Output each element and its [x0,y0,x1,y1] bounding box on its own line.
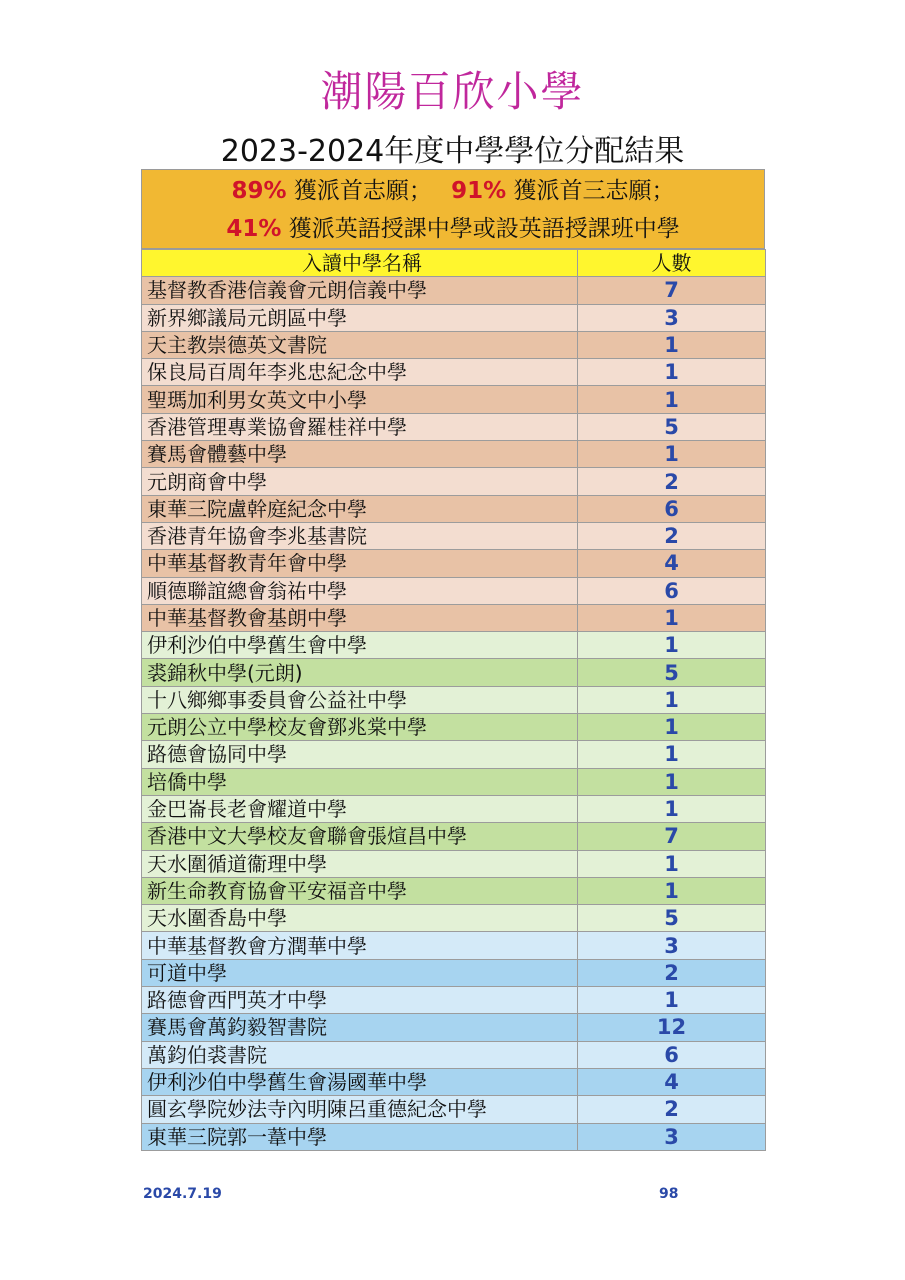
school-name-cell: 中華基督教會基朗中學 [142,604,578,631]
student-count-cell: 6 [578,577,766,604]
school-name-cell: 圓玄學院妙法寺內明陳呂重德紀念中學 [142,1096,578,1123]
student-count-cell: 5 [578,659,766,686]
header-school-name: 入讀中學名稱 [142,250,578,277]
school-name-cell: 天主教崇德英文書院 [142,331,578,358]
table-row [142,659,766,686]
table-row [142,1068,766,1095]
school-name: 潮陽百欣小學 [320,67,585,116]
table-row [142,877,766,904]
page-title: 2023-2024年度中學學位分配結果 [220,134,685,169]
table-row [142,468,766,495]
table-row [142,359,766,386]
student-count-cell: 6 [578,495,766,522]
emi-label: 獲派英語授課中學或設英語授課班中學 [288,216,680,242]
table-row [142,441,766,468]
student-count-cell: 6 [578,1041,766,1068]
student-count-cell: 5 [578,413,766,440]
school-name-cell: 金巴崙長老會耀道中學 [142,795,578,822]
student-count-cell: 1 [578,741,766,768]
school-name-cell: 路德會協同中學 [142,741,578,768]
student-count-cell: 1 [578,441,766,468]
student-count-cell: 3 [578,1123,766,1150]
table-header-row [142,250,766,277]
school-name-cell: 新界鄉議局元朗區中學 [142,304,578,331]
summary-box [141,169,765,249]
school-name-cell: 新生命教育協會平安福音中學 [142,877,578,904]
header-count: 人數 [578,250,766,277]
school-name-cell: 伊利沙伯中學舊生會湯國華中學 [142,1068,578,1095]
school-name-cell: 聖瑪加利男女英文中小學 [142,386,578,413]
footer-total: 98 [659,1186,679,1202]
table-row [142,1123,766,1150]
table-row [142,522,766,549]
student-count-cell: 1 [578,686,766,713]
table-row [142,686,766,713]
student-count-cell: 1 [578,331,766,358]
table-row [142,905,766,932]
school-name-cell: 東華三院盧幹庭紀念中學 [142,495,578,522]
school-name-cell: 香港青年協會李兆基書院 [142,522,578,549]
student-count-cell: 4 [578,550,766,577]
student-count-cell: 7 [578,277,766,304]
school-name-cell: 萬鈞伯裘書院 [142,1041,578,1068]
table-row [142,413,766,440]
school-name-cell: 元朗商會中學 [142,468,578,495]
top3-percent: 91% [451,178,507,204]
table-row [142,604,766,631]
top3-label: 獲派首三志願； [513,178,675,204]
table-row [142,850,766,877]
table-row [142,823,766,850]
student-count-cell: 7 [578,823,766,850]
student-count-cell: 1 [578,987,766,1014]
school-name-cell: 中華基督教會方潤華中學 [142,932,578,959]
school-name-cell: 裘錦秋中學(元朗) [142,659,578,686]
table-row [142,768,766,795]
table-row [142,331,766,358]
school-name-cell: 天水圍香島中學 [142,905,578,932]
table-row [142,386,766,413]
student-count-cell: 1 [578,795,766,822]
student-count-cell: 2 [578,959,766,986]
student-count-cell: 1 [578,632,766,659]
school-name-cell: 順德聯誼總會翁祐中學 [142,577,578,604]
first-choice-percent: 89% [231,178,287,204]
school-name-cell: 保良局百周年李兆忠紀念中學 [142,359,578,386]
table-row [142,277,766,304]
school-name-cell: 賽馬會體藝中學 [142,441,578,468]
school-name-cell: 基督教香港信義會元朗信義中學 [142,277,578,304]
student-count-cell: 1 [578,850,766,877]
table-row [142,1096,766,1123]
table-row [142,741,766,768]
school-name-cell: 賽馬會萬鈞毅智書院 [142,1014,578,1041]
school-name-cell: 十八鄉鄉事委員會公益社中學 [142,686,578,713]
table-row [142,495,766,522]
student-count-cell: 1 [578,359,766,386]
table-row [142,714,766,741]
student-count-cell: 1 [578,386,766,413]
table-row [142,795,766,822]
school-name-cell: 天水圍循道衞理中學 [142,850,578,877]
student-count-cell: 2 [578,1096,766,1123]
table-row [142,577,766,604]
school-name-cell: 伊利沙伯中學舊生會中學 [142,632,578,659]
school-name-cell: 香港管理專業協會羅桂祥中學 [142,413,578,440]
emi-percent: 41% [226,216,282,242]
student-count-cell: 5 [578,905,766,932]
table-row [142,987,766,1014]
student-count-cell: 1 [578,877,766,904]
student-count-cell: 3 [578,304,766,331]
table-row [142,1041,766,1068]
summary-line-2 [142,211,764,247]
summary-line-1 [142,173,764,209]
school-name-cell: 路德會西門英才中學 [142,987,578,1014]
table-row [142,304,766,331]
school-name-cell: 可道中學 [142,959,578,986]
student-count-cell: 1 [578,604,766,631]
student-count-cell: 1 [578,768,766,795]
school-name-cell: 東華三院郭一葦中學 [142,1123,578,1150]
footer-date: 2024.7.19 [143,1186,222,1202]
student-count-cell: 3 [578,932,766,959]
first-choice-label: 獲派首志願； [293,178,432,204]
school-name-cell: 培僑中學 [142,768,578,795]
table-row [142,932,766,959]
table-row [142,632,766,659]
student-count-cell: 2 [578,522,766,549]
table-row [142,1014,766,1041]
student-count-cell: 2 [578,468,766,495]
student-count-cell: 1 [578,714,766,741]
student-count-cell: 4 [578,1068,766,1095]
school-name-cell: 中華基督教青年會中學 [142,550,578,577]
table-row [142,959,766,986]
student-count-cell: 12 [578,1014,766,1041]
school-name-cell: 香港中文大學校友會聯會張煊昌中學 [142,823,578,850]
table-row [142,550,766,577]
allocation-table [141,249,766,1151]
school-name-cell: 元朗公立中學校友會鄧兆棠中學 [142,714,578,741]
